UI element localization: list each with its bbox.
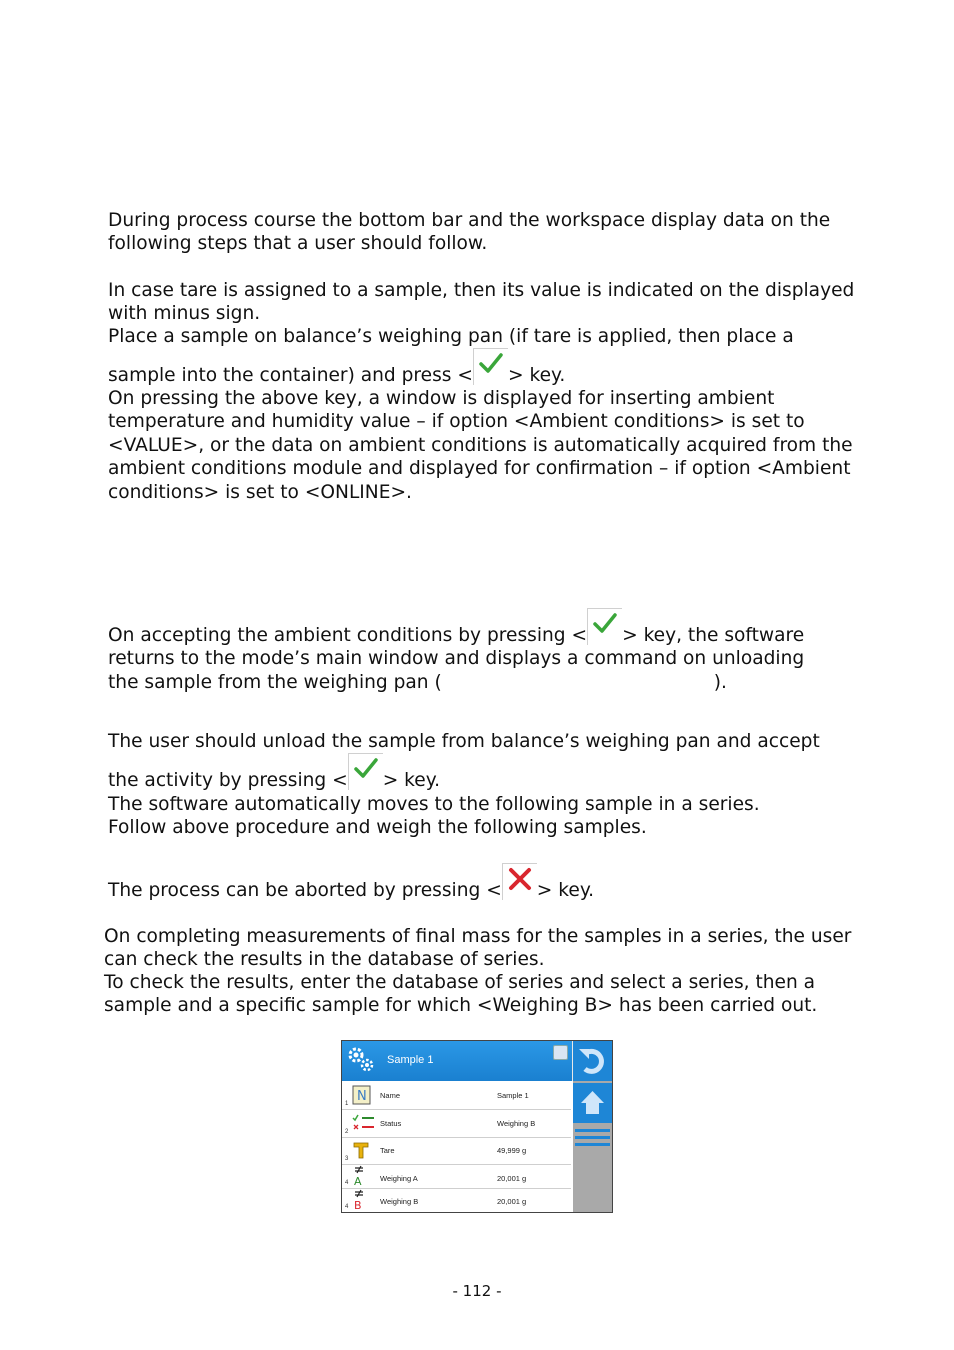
- list-item[interactable]: 3 Tare 49,999 g: [342, 1137, 571, 1165]
- confirm-key-icon: [348, 753, 383, 790]
- unload-sample-line-4: Follow above procedure and weigh the following samples.: [108, 817, 647, 839]
- home-arrow-icon: [573, 1083, 612, 1123]
- accept-ambient-line-3-end: ).: [713, 671, 727, 693]
- confirm-key-icon: [473, 348, 508, 385]
- accept-ambient-text-after-key: > key, the software: [622, 625, 805, 646]
- svg-text:N: N: [357, 1089, 367, 1104]
- unload-text-before-key: the activity by pressing <: [108, 770, 348, 792]
- sample-details-screen: [341, 1040, 613, 1213]
- paragraph-abort: [108, 877, 868, 902]
- undo-arrow-icon: [573, 1041, 612, 1081]
- place-sample-line-1: Place a sample on balance’s weighing pan (if tare is applied, then place a: [108, 326, 794, 347]
- home-button[interactable]: [573, 1083, 612, 1123]
- place-sample-text-before-key: sample into the container) and press <: [108, 365, 473, 387]
- weighing-b-icon: [352, 1189, 366, 1213]
- paragraph-place-sample: [108, 325, 868, 388]
- page-number: - 112 -: [452, 1282, 502, 1300]
- accept-ambient-line-3-start: the sample from the weighing pan (: [108, 671, 442, 693]
- back-button[interactable]: [573, 1041, 612, 1081]
- list-item[interactable]: 2 Status Weighing B: [342, 1109, 571, 1138]
- svg-text:B: B: [354, 1199, 362, 1211]
- svg-text:A: A: [354, 1175, 362, 1187]
- accept-ambient-line-2: returns to the mode’s main window and displays a command on unloading: [108, 648, 805, 670]
- paragraph-tare-info: In case tare is assigned to a sample, then its value is indicated on the displayed with minus sign.: [108, 280, 855, 325]
- screen-side-panel: [573, 1041, 612, 1212]
- accept-ambient-text-before-key: On accepting the ambient conditions by pressing <: [108, 625, 588, 646]
- list-item[interactable]: B 4 Weighing B 20,001 g: [342, 1188, 571, 1212]
- confirm-key-icon: [587, 608, 622, 645]
- place-sample-text-after-key: > key.: [507, 365, 566, 387]
- printer-icon[interactable]: [553, 1045, 568, 1060]
- scroll-handle-icon[interactable]: [575, 1127, 610, 1149]
- name-icon: [352, 1085, 372, 1110]
- paragraph-completing-measurements: On completing measurements of final mass for the samples in a series, the user can check the results in the database of series.: [104, 926, 852, 971]
- unload-text-after-key: > key.: [382, 770, 440, 792]
- abort-text-after-key: > key.: [536, 880, 595, 901]
- paragraph-accept-ambient: [108, 622, 868, 694]
- screen-header: [342, 1041, 572, 1081]
- paragraph-process-course: During process course the bottom bar and the workspace display data on the following steps that a user should follow.: [108, 210, 831, 255]
- list-item[interactable]: N 1 Name Sample 1: [342, 1081, 571, 1110]
- list-item[interactable]: A 4 Weighing A 20,001 g: [342, 1164, 571, 1189]
- screen-title: Sample 1: [387, 1054, 434, 1066]
- cancel-key-icon: [502, 863, 537, 900]
- sample-parameters-list: [342, 1081, 573, 1212]
- unload-sample-line-1: The user should unload the sample from balance’s weighing pan and accept: [108, 731, 820, 752]
- paragraph-ambient-conditions: On pressing the above key, a window is displayed for inserting ambient temperature and humidity value – if option <Ambient conditions> is set to <VALUE>, or the data on ambient conditions is automatically acquired from the ambient conditions module and displayed for confirmation – if option <Ambient conditions> is set to <ONLINE>.: [108, 388, 853, 503]
- status-icon: [352, 1114, 376, 1137]
- unload-sample-line-3: The software automatically moves to the following sample in a series.: [108, 793, 760, 815]
- settings-gears-icon: [346, 1045, 376, 1080]
- tare-icon: [352, 1141, 370, 1164]
- paragraph-unload-sample: [108, 730, 868, 840]
- abort-text-before-key: The process can be aborted by pressing <: [108, 880, 502, 901]
- paragraph-check-results: To check the results, enter the database of series and select a series, then a sample and a specific sample for which <Weighing B> has been carried out.: [104, 972, 818, 1017]
